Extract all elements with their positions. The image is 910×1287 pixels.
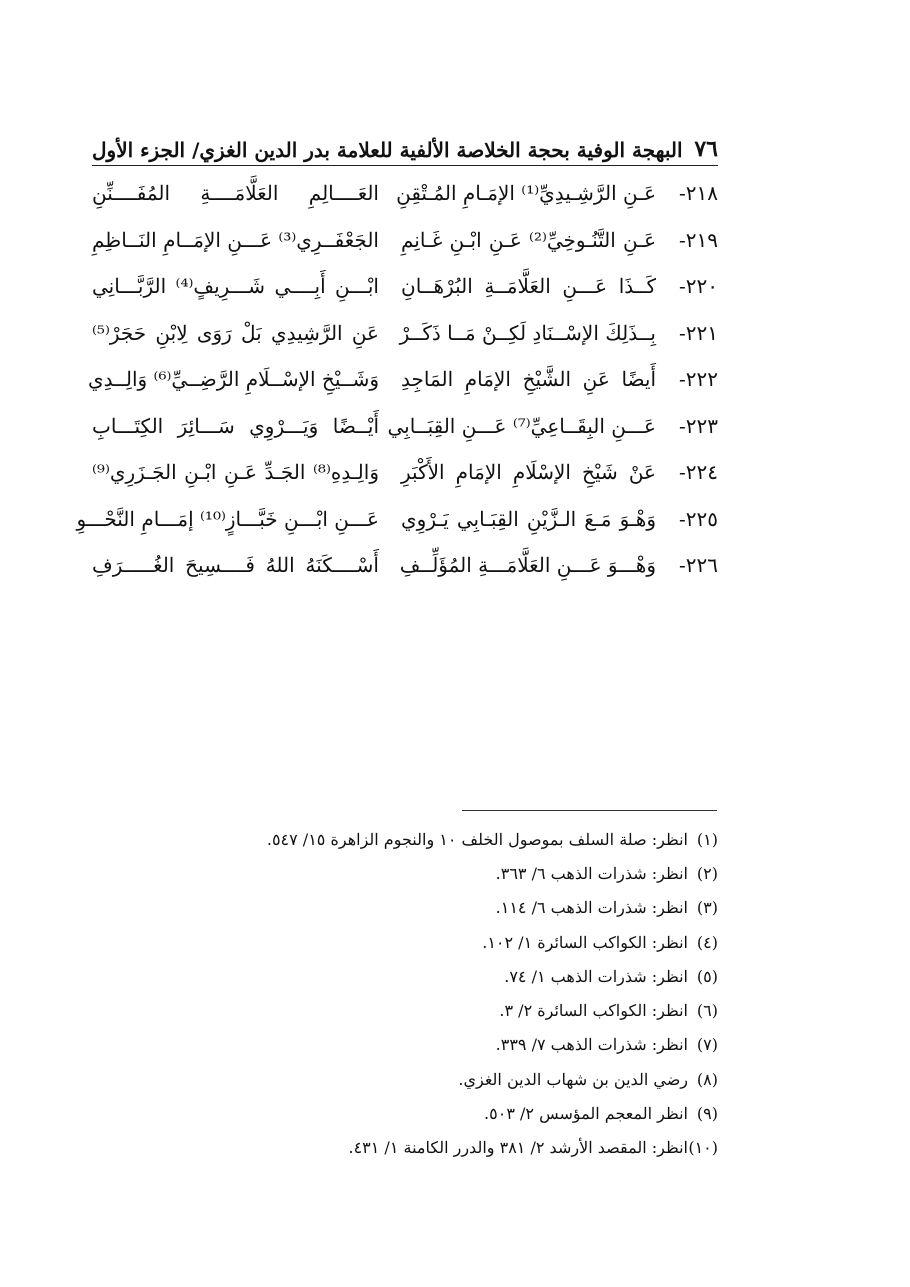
- footnote: [250, 856, 718, 890]
- footnote-text: انظر: شذرات الذهب ٧/ ٣٣٩.: [495, 1035, 688, 1055]
- footnote-text: انظر: المقصد الأرشد ٢/ ٣٨١ والدرر الكامنة ١/ ٤٣١.: [348, 1138, 688, 1158]
- footnote-number: (٧): [696, 1035, 718, 1055]
- verse-first-hemistich: عَنْ شَيْخِ الإسْلَامِ الإمَامِ الأَكْبَرِ: [401, 460, 656, 485]
- verse-number: ٢١٨-: [679, 181, 718, 206]
- verse-first-hemistich: أَيضًا عَنِ الشَّيْخِ الإمَامِ المَاجِدِ: [401, 367, 656, 392]
- footnote-text: انظر: صلة السلف بموصول الخلف ١٠ والنجوم الزاهرة ١٥/ ٥٤٧.: [266, 829, 688, 849]
- verse-second-hemistich: وَشَــيْخِ الإسْــلَامِ الرَّضِــيِّ⁽⁶⁾ وَالِــدِي: [87, 367, 379, 392]
- verse-line: [87, 356, 718, 403]
- verse-second-hemistich: أَيْــضًا وَيَـــرْوِي سَـــائِرَ الكِتَـــابِ: [92, 413, 379, 438]
- verse-second-hemistich: وَالِـدِهِ⁽⁸⁾ الجَـدِّ عَـنِ ابْـنِ الجَـزَرِي⁽⁹⁾: [92, 460, 379, 485]
- verse-number: ٢٢٠-: [679, 274, 718, 299]
- footnote-text: انظر: شذرات الذهب ٦/ ١١٤.: [495, 898, 688, 918]
- footnote-number: (٤): [696, 932, 718, 952]
- footnote: [250, 1131, 718, 1165]
- footnote-number: (٨): [696, 1069, 718, 1089]
- footnote-text: انظر: الكواكب السائرة ٢/ ٣.: [499, 1001, 688, 1021]
- verse-line: [92, 263, 718, 310]
- verse-second-hemistich: العَــــالِمِ العَلَّامَــــةِ المُفَــــنِّنِ: [92, 181, 379, 206]
- verse-first-hemistich: كَــذَا عَـــنِ العَلَّامَــةِ البُرْهَــانِ: [401, 274, 656, 299]
- header-rule: [92, 165, 718, 166]
- verse-first-hemistich: بِــذَلِكَ الإسْــنَادِ لَكِــنْ مَــا ذَكَــرْ: [399, 320, 656, 345]
- verse-list: [76, 170, 718, 589]
- footnote: [250, 1062, 718, 1096]
- footnote-number: (٥): [696, 966, 718, 986]
- verse-number: ٢٢٦-: [679, 553, 718, 578]
- page-number: ٧٦: [694, 136, 718, 162]
- footnote-number: (١): [696, 829, 718, 849]
- footnote: [250, 891, 718, 925]
- footnote: [250, 959, 718, 993]
- verse-number: ٢٢٣-: [679, 413, 718, 438]
- footnote-text: انظر: الكواكب السائرة ١/ ١٠٢.: [482, 932, 688, 952]
- footnote-number: (٣): [696, 898, 718, 918]
- footnote-text: انظر: شذرات الذهب ٦/ ٣٦٣.: [495, 863, 688, 883]
- footnote-text: انظر: شذرات الذهب ١/ ٧٤.: [504, 966, 688, 986]
- verse-first-hemistich: عَـــنِ البِقَــاعِيِّ⁽⁷⁾ عَـــنِ القِبَــابِي: [387, 413, 656, 438]
- verse-second-hemistich: الجَعْفَــرِي⁽³⁾ عَـــنِ الإمَــامِ النَــاظِمِ: [91, 227, 379, 252]
- footnote-list: [250, 822, 718, 1165]
- verse-line: [76, 496, 718, 543]
- running-title: البهجة الوفية بحجة الخلاصة الألفية للعلامة بدر الدين الغزي/ الجزء الأول: [92, 138, 683, 162]
- footnote-text: رضي الدين بن شهاب الدين الغزي.: [458, 1069, 688, 1089]
- verse-second-hemistich: ابْـــنِ أَبِــــي شَـــرِيفٍ⁽⁴⁾ الرَّبَّـــانِي: [92, 274, 379, 299]
- verse-second-hemistich: أَسْــــكَنَهُ اللهُ فَــــسِيحَ الغُـــــرَفِ: [92, 553, 379, 578]
- page-header: [92, 128, 718, 162]
- verse-line: [92, 310, 718, 357]
- verse-line: [92, 542, 718, 589]
- footnote-number: (٩): [696, 1104, 718, 1124]
- footnote-number: (٢): [696, 863, 718, 883]
- verse-second-hemistich: عَـــنِ ابْـــنِ خَبَّـــازٍ⁽¹⁰⁾ إمَـــامِ النَّحْـــوِ: [76, 506, 379, 531]
- verse-first-hemistich: وَهْـــوَ عَـــنِ العَلَّامَـــةِ المُؤَلِّــفِ: [399, 553, 656, 578]
- verse-line: [92, 170, 718, 217]
- verse-first-hemistich: وَهْـوَ مَـعَ الـزَّيْنِ القِبَـابِي يَـرْوِي: [401, 506, 656, 531]
- verse-number: ٢٢٢-: [679, 367, 718, 392]
- footnote: [250, 1028, 718, 1062]
- footnote: [250, 993, 718, 1027]
- footnote-separator: [462, 810, 717, 811]
- verse-first-hemistich: عَـنِ الرَّشِـيدِيِّ⁽¹⁾ الإمَـامِ المُـتْقِنِ: [396, 181, 656, 206]
- verse-number: ٢١٩-: [679, 227, 718, 252]
- footnote: [250, 925, 718, 959]
- verse-line: [92, 217, 718, 264]
- verse-second-hemistich: عَنِ الرَّشِيدِي بَلْ رَوَى لِابْنِ حَجَرْ⁽⁵⁾: [92, 320, 379, 345]
- verse-number: ٢٢١-: [679, 320, 718, 345]
- verse-number: ٢٢٤-: [679, 460, 718, 485]
- footnote: [250, 1096, 718, 1130]
- verse-line: [92, 403, 718, 450]
- footnote-text: انظر المعجم المؤسس ٢/ ٥٠٣.: [484, 1104, 688, 1124]
- verse-first-hemistich: عَـنِ التَّنُـوخِيِّ⁽²⁾ عَـنِ ابْـنِ غَـانِمِ: [401, 227, 657, 252]
- footnote: [250, 822, 718, 856]
- verse-number: ٢٢٥-: [679, 506, 718, 531]
- footnote-number: (١٠): [688, 1138, 718, 1158]
- footnote-number: (٦): [696, 1001, 718, 1021]
- verse-line: [92, 449, 718, 496]
